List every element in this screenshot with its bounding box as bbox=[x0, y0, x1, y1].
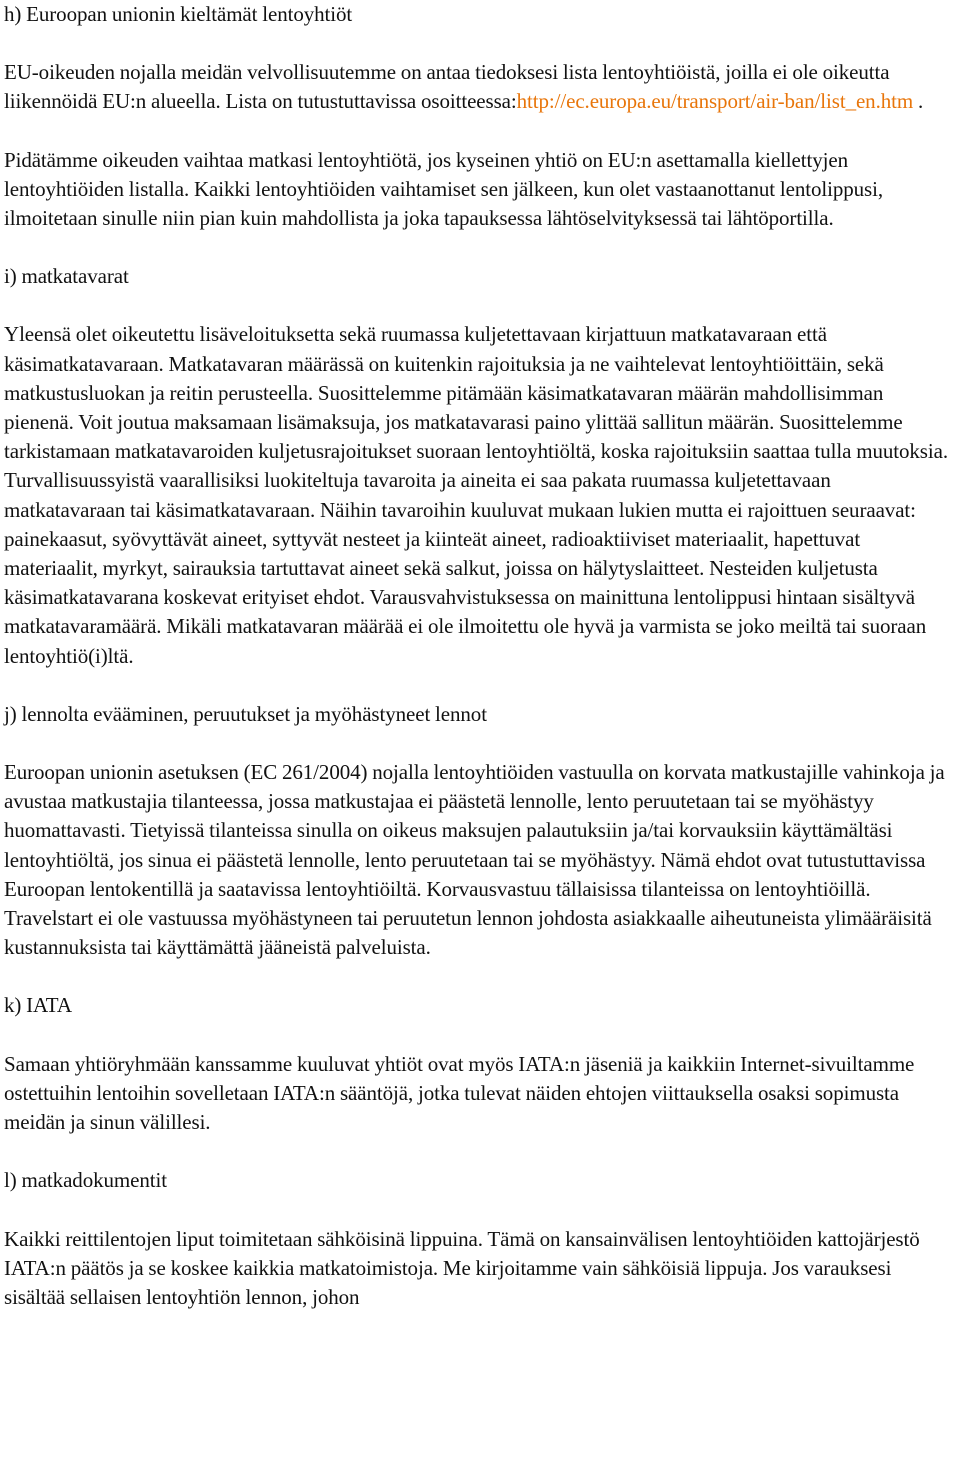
section-k-paragraph-1: Samaan yhtiöryhmään kanssamme kuuluvat yhtiöt ovat myös IATA:n jäseniä ja kaikkiin Internet-sivuiltamme ostettuihin lentoihin sovelletaan IATA:n sääntöjä, jotka tulevat näiden ehtojen viittauksella osaksi sopimusta meidän ja sinun välillesi. bbox=[4, 1051, 915, 1135]
section-i-paragraph-1: Yleensä olet oikeutettu lisäveloituksetta sekä ruumassa kuljetettavaan kirjattuun matkatavaraan että käsimatkatavaraan. Matkatavaran määrässä on kuitenkin rajoituksia ja ne vaihtelevat lentoyhtiöittäin, sekä matkustusluokan ja reitin perusteella. Suosittelemme pitämään käsimatkatavaran määrän mahdollisimman pienenä. Voit joutua maksamaan lisämaksuja, jos matkatavarasi paino ylittää sallitun määrän. Suosittelemme tarkistamaan matkatavaroiden kuljetusrajoitukset suoraan lentoyhtiöltä, koska rajoituksiin saattaa tulla muutoksia. Turvallisuussyistä vaarallisiksi luokiteltuja tavaroita ja aineita ei saa pakata ruumassa kuljetettavaan matkatavaraan tai käsimatkatavaraan. Näihin tavaroihin kuuluvat mukaan lukien mutta ei rajoittuen seuraavat: painekaasut, syövyttävät aineet, syttyvät nesteet ja kiinteät aineet, radioaktiiviset materiaalit, hapettuvat materiaalit, myrkyt, sairauksia tartuttavat aineet sekä salkut, joissa on hälytyslaitteet. Nesteiden kuljetusta käsimatkatavarana koskevat erityiset ehdot. Varausvahvistuksessa on mainittuna lentolippusi hintaan sisältyvä matkatavaramäärä. Mikäli matkatavaran määrää ei ole ilmoitettu ole hyvä ja varmista se joko meiltä tai suoraan lentoyhtiö(i)ltä. bbox=[4, 322, 948, 668]
section-i-heading: i) matkatavarat bbox=[4, 264, 129, 289]
section-j-paragraph-1: Euroopan unionin asetuksen (EC 261/2004) nojalla lentoyhtiöiden vastuulla on korvata matkustajille vahinkoja ja avustaa matkustajia tilanteessa, jossa matkustajaa ei päästetä lennolle, lento peruutetaan tai se myöhästyy huomattavasti. Tietyissä tilanteissa sinulla on oikeus maksujen palautuksiin ja/tai korvauksiin käyttämältäsi lentoyhtiöltä, jos sinua ei päästetä lennolle, lento peruutetaan tai se myöhästyy. Nämä ehdot ovat tutustuttavissa Euroopan lentokentillä ja saatavissa lentoyhtiöiltä. Korvausvastuu tällaisissa tilanteissa on lentoyhtiöillä. Travelstart ei ole vastuussa myöhästyneen tai peruutetun lennon johdosta asiakkaalle aiheutuneista ylimääräisitä kustannuksista tai käyttämättä jääneistä palveluista. bbox=[4, 760, 945, 960]
section-j-heading: j) lennolta evääminen, peruutukset ja myöhästyneet lennot bbox=[4, 701, 487, 726]
section-k-heading: k) IATA bbox=[4, 993, 72, 1018]
section-l-heading: l) matkadokumentit bbox=[4, 1168, 167, 1193]
section-l-paragraph-1: Kaikki reittilentojen liput toimitetaan sähköisinä lippuina. Tämä on kansainvälisen lentoyhtiöiden kattojärjestö IATA:n päätös ja se koskee kaikkia matkatoimistoja. Me kirjoitamme vain sähköisiä lippuja. Jos varauksesi sisältää sellaisen lentoyhtiön lennon, johon bbox=[4, 1226, 920, 1309]
section-h-paragraph-1-text: EU-oikeuden nojalla meidän velvollisuutemme on antaa tiedoksesi lista lentoyhtiöistä, joilla ei ole oikeutta liikennöidä EU:n alueella. Lista on tutustuttavissa osoitteessa: bbox=[4, 60, 890, 114]
section-h-paragraph-1 bbox=[4, 58, 956, 116]
section-h-paragraph-1-tail: . bbox=[913, 89, 924, 114]
eu-air-ban-list-link[interactable]: http://ec.europa.eu/transport/air-ban/list_en.htm bbox=[516, 89, 914, 114]
section-h-heading: h) Euroopan unionin kieltämät lentoyhtiöt bbox=[4, 2, 353, 26]
section-h-paragraph-2: Pidätämme oikeuden vaihtaa matkasi lentoyhtiötä, jos kyseinen yhtiö on EU:n asettamalla kiellettyjen lentoyhtiöiden listalla. Kaikki lentoyhtiöiden vaihtamiset sen jälkeen, kun olet vastaanottanut lentolippusi, ilmoitetaan sinulle niin pian kuin mahdollista ja joka tapauksessa lähtöselvityksessä tai lähtöportilla. bbox=[4, 147, 884, 231]
